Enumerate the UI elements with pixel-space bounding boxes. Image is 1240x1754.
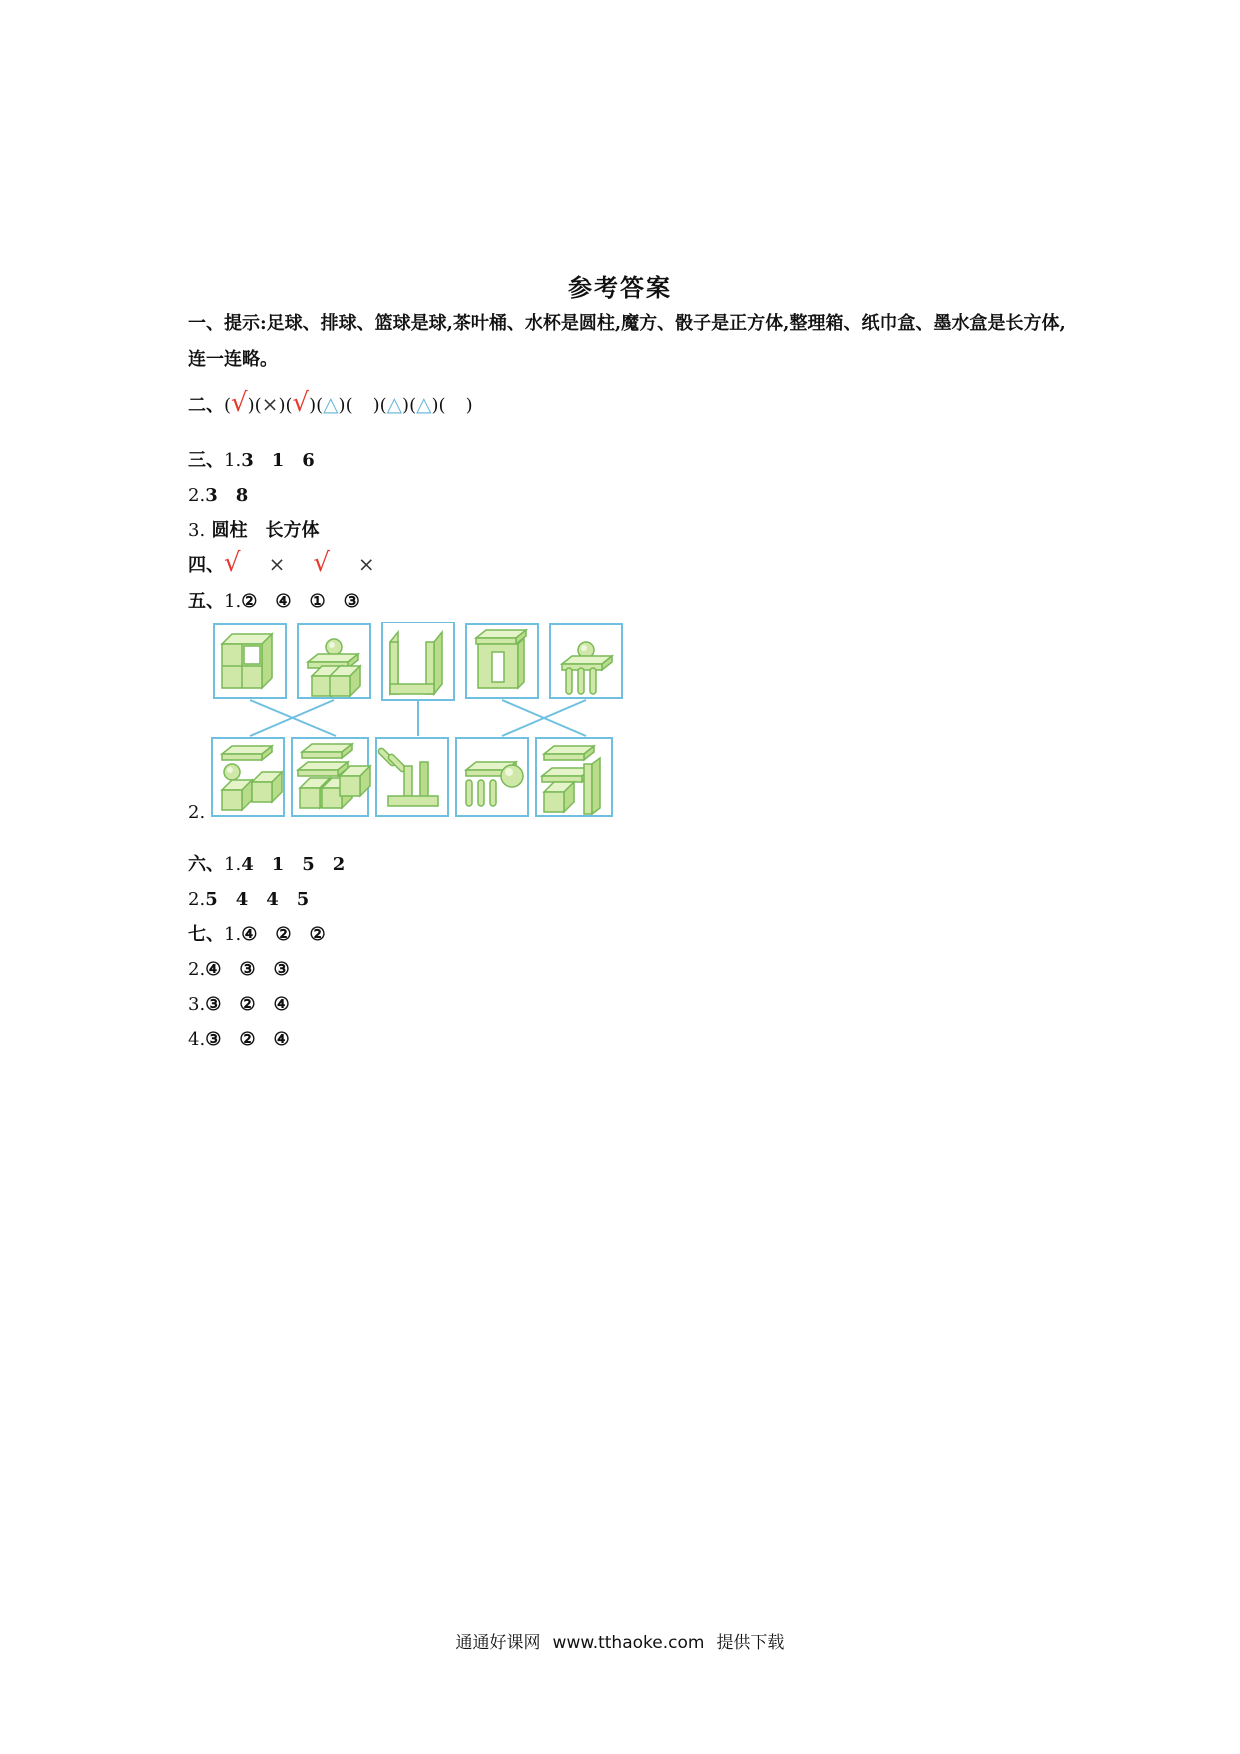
- page-footer: [0, 1628, 1240, 1653]
- bottom-box-5: [536, 738, 612, 816]
- q2-answer-4: (△): [316, 392, 346, 416]
- q3-item-3-answer: 圆柱 长方体: [211, 520, 320, 541]
- matching-lines: [250, 700, 586, 736]
- q3-item-2: [188, 481, 248, 507]
- q3-item-1-num: 1.: [224, 450, 242, 471]
- q3-item-1-answer: 3 1 6: [241, 450, 315, 471]
- q2-answer-2: (×): [254, 392, 286, 416]
- q5-item-1: [188, 587, 360, 613]
- top-box-4: [466, 624, 538, 698]
- q6-item-2: [188, 885, 309, 911]
- q4-marks: [224, 548, 375, 578]
- top-box-5: [550, 624, 622, 698]
- bottom-box-1: [212, 738, 284, 816]
- footer-url[interactable]: www.tthaoke.com: [552, 1633, 705, 1653]
- q5-item-1-num: 1.: [224, 591, 242, 612]
- q2-answer-3: (√): [285, 388, 317, 418]
- q7-item-1-num: 1.: [224, 924, 242, 945]
- q3-item-1: [188, 446, 315, 472]
- q2-answer-8: ( ): [438, 395, 473, 416]
- q4-block: [188, 548, 375, 578]
- q6-item-2-answer: 5 4 4 5: [205, 889, 310, 910]
- q7-item-2: [188, 955, 290, 981]
- q2-answer-6: (△): [379, 392, 410, 416]
- page-title: 参考答案: [568, 273, 672, 302]
- q6-item-1-answer: 4 1 5 2: [241, 854, 346, 875]
- q2-answer-7: (△): [409, 392, 439, 416]
- q2-answer-5: ( ): [345, 395, 380, 416]
- q4-answer-2: ×: [268, 552, 286, 576]
- q4-answer-3: √: [313, 548, 330, 578]
- q4-answer-4: ×: [357, 552, 375, 576]
- footer-site-name: 通通好课网: [455, 1633, 541, 1653]
- q5-matching-figure: [210, 622, 630, 822]
- top-box-3: [382, 622, 454, 700]
- q2-label: 二、: [188, 395, 224, 416]
- q7-label: 七、: [188, 924, 224, 945]
- q7-item-3: [188, 990, 290, 1016]
- bottom-box-3: [376, 738, 448, 816]
- q2-block: [188, 388, 473, 418]
- footer-suffix: 提供下载: [716, 1633, 785, 1653]
- q7-item-4-answer: ③ ② ④: [205, 1029, 290, 1050]
- bottom-box-4: [456, 738, 528, 816]
- q2-answer-1: (√): [224, 388, 255, 418]
- q7-item-4: [188, 1025, 290, 1051]
- top-box-2: [298, 624, 370, 698]
- q6-item-1: [188, 850, 345, 876]
- q6-item-2-num: 2.: [188, 889, 206, 910]
- q6-item-1-num: 1.: [224, 854, 242, 875]
- q7-item-3-answer: ③ ② ④: [205, 994, 290, 1015]
- q7-item-2-num: 2.: [188, 959, 206, 980]
- q2-marks: [224, 388, 473, 418]
- q5-label: 五、: [188, 591, 224, 612]
- q5-item-1-answer: ② ④ ① ③: [241, 591, 360, 612]
- q1-label: 一、: [188, 313, 224, 334]
- q7-item-1: [188, 920, 326, 946]
- top-box-1: [214, 624, 286, 698]
- q1-text: 提示:足球、排球、篮球是球,茶叶桶、水杯是圆柱,魔方、骰子是正方体,整理箱、纸巾盒、墨水盒是长方体,连一连略。: [188, 313, 1066, 370]
- q1-block: [188, 306, 1068, 378]
- q3-item-3-num: 3.: [188, 520, 206, 541]
- q3-item-2-answer: 3 8: [205, 485, 249, 506]
- q7-item-2-answer: ④ ③ ③: [205, 959, 290, 980]
- q7-item-3-num: 3.: [188, 994, 206, 1015]
- q7-item-4-num: 4.: [188, 1029, 206, 1050]
- q4-answer-1: √: [224, 548, 241, 578]
- q3-label: 三、: [188, 450, 224, 471]
- q7-item-1-answer: ④ ② ②: [241, 924, 326, 945]
- q3-item-3: [188, 516, 319, 542]
- q5-item-2-num: 2.: [188, 802, 206, 823]
- q6-label: 六、: [188, 854, 224, 875]
- q4-label: 四、: [188, 555, 224, 576]
- bottom-box-2: [292, 738, 370, 816]
- q3-item-2-num: 2.: [188, 485, 206, 506]
